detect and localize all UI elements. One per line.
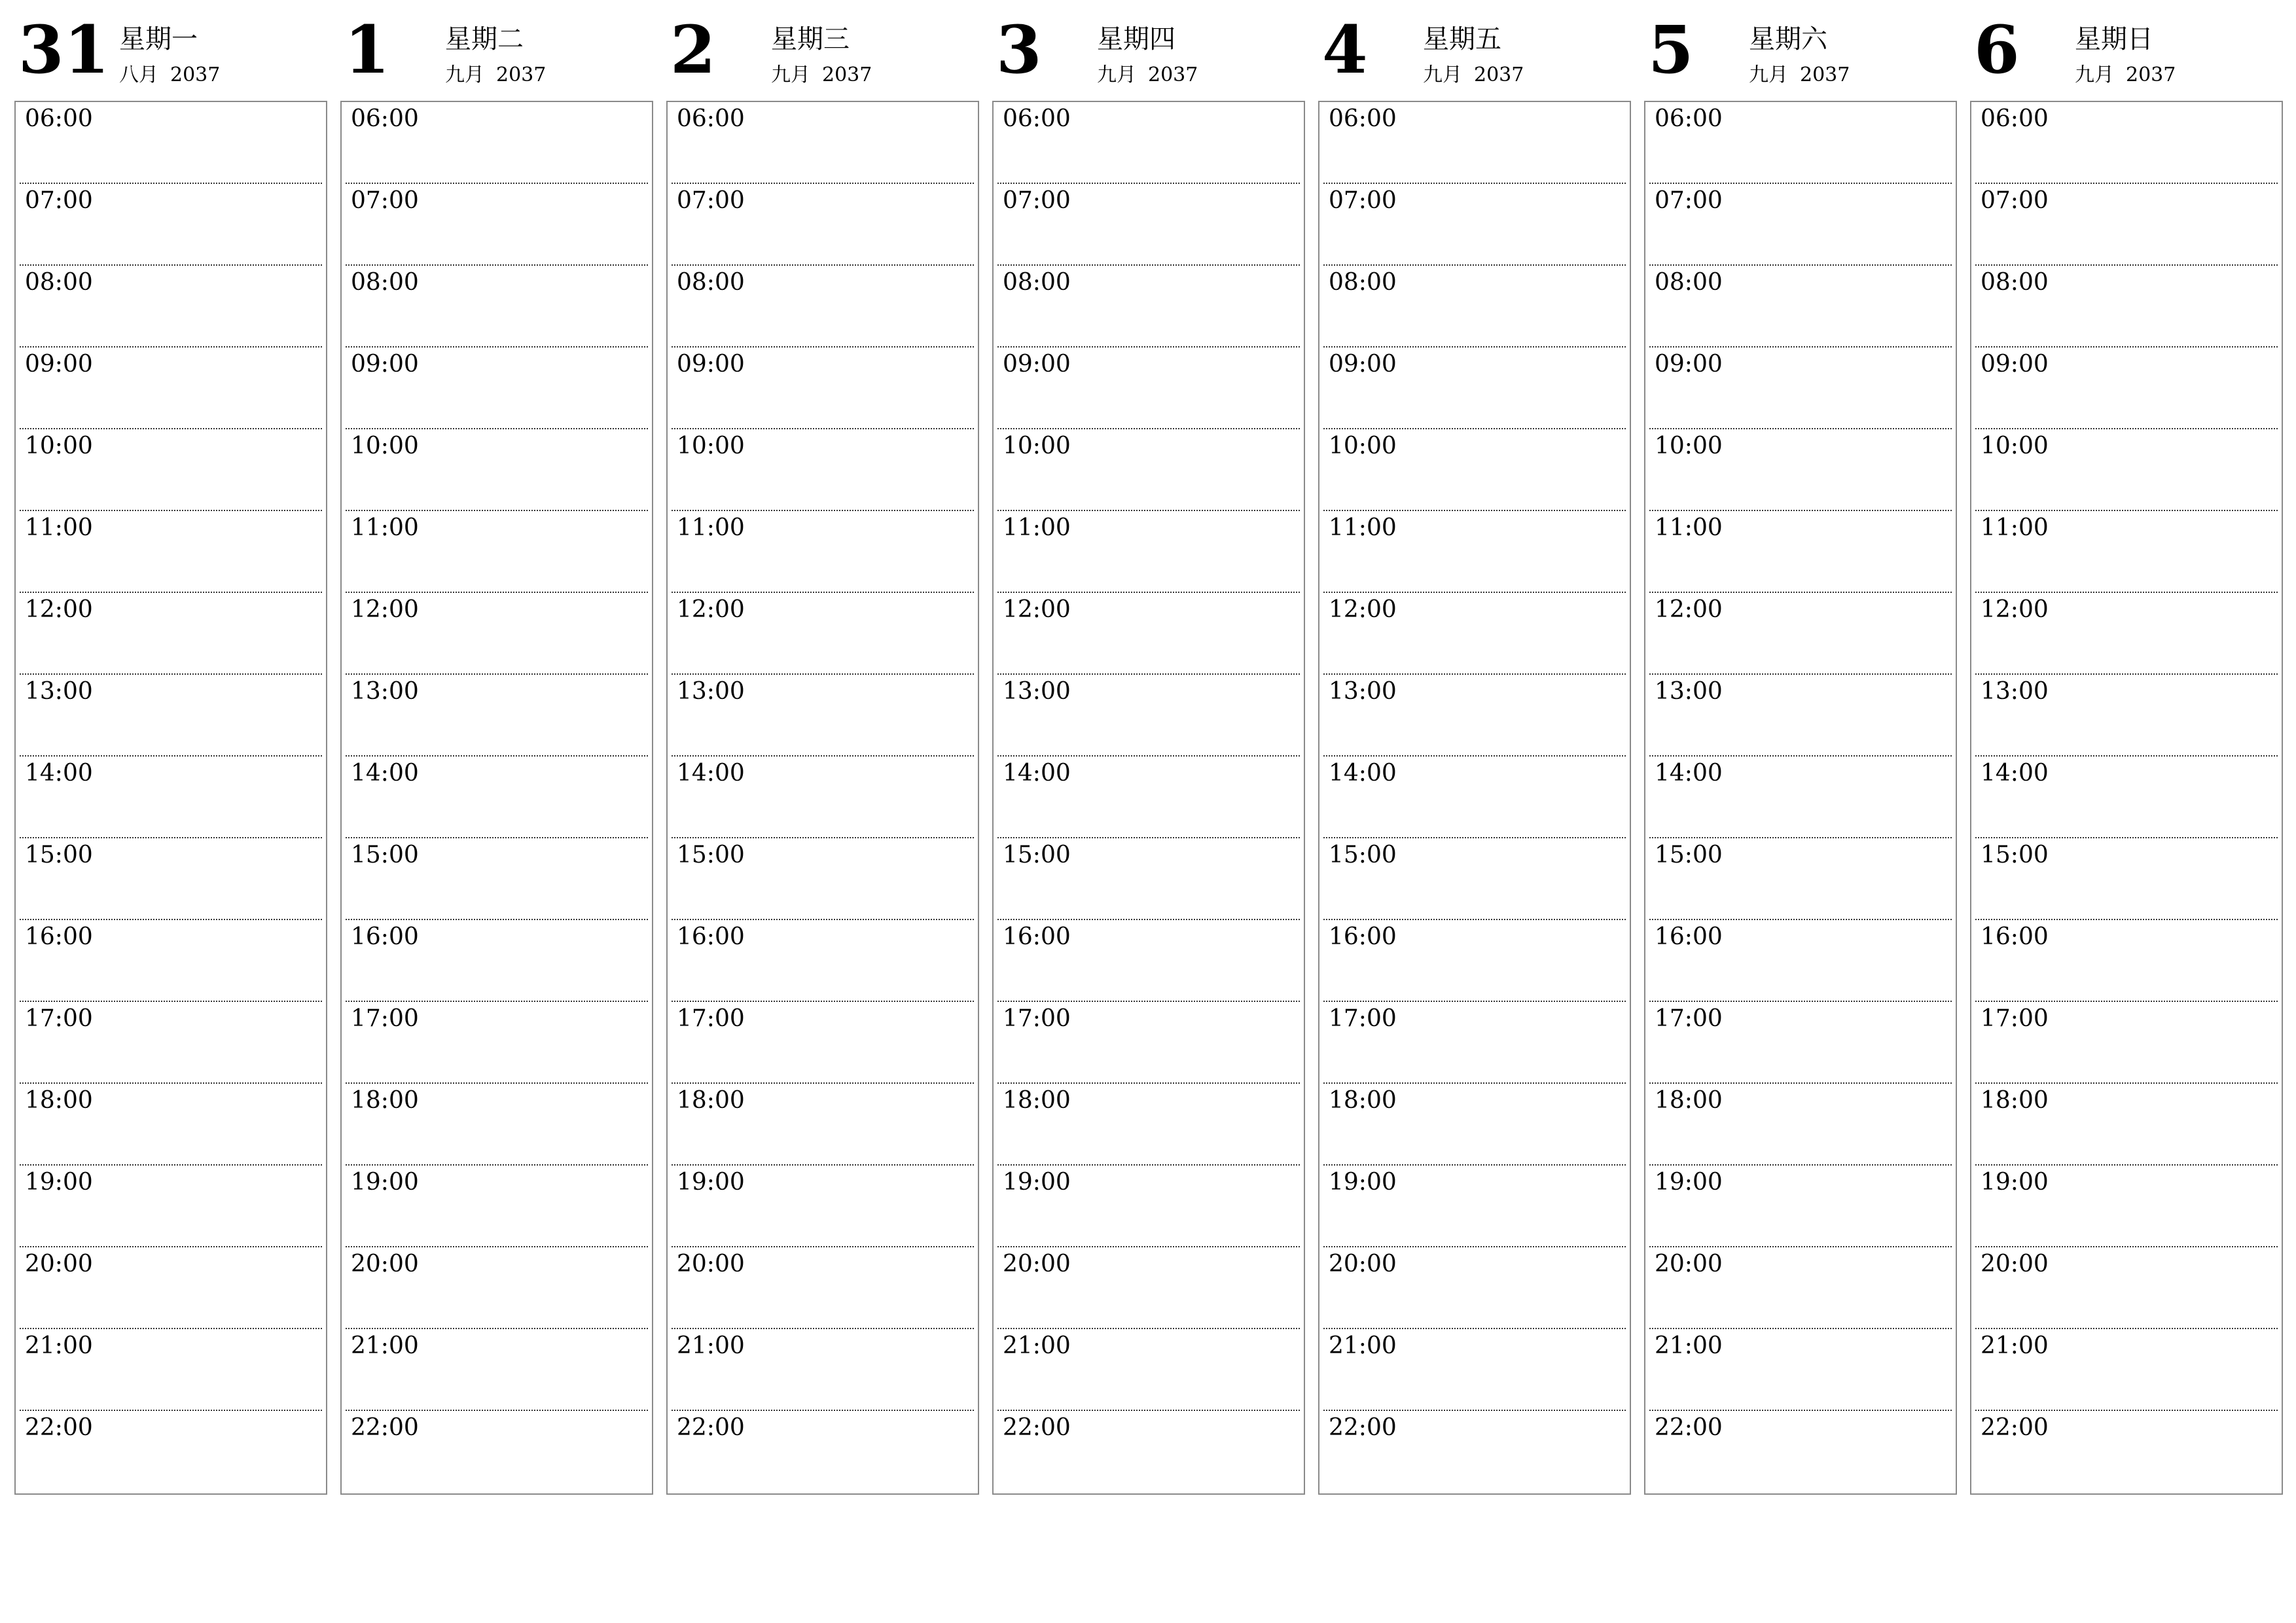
hour-slot[interactable] (672, 757, 974, 838)
hour-label: 07:00 (1329, 187, 1397, 214)
weekday-label: 星期五 (1423, 24, 1501, 54)
hour-label: 11:00 (351, 514, 419, 541)
hour-label: 13:00 (677, 678, 745, 705)
hour-label: 16:00 (677, 923, 745, 950)
hour-slot[interactable] (346, 184, 648, 266)
weekday-label: 星期一 (119, 24, 198, 54)
hour-label: 09:00 (351, 351, 419, 378)
hour-label: 14:00 (351, 760, 419, 787)
hour-slot[interactable] (1649, 1411, 1952, 1493)
hour-slot[interactable] (997, 511, 1300, 593)
hour-label: 08:00 (1003, 269, 1071, 296)
hour-slot[interactable] (997, 838, 1300, 920)
hour-slot[interactable] (997, 348, 1300, 429)
hour-label: 22:00 (1655, 1414, 1723, 1441)
hour-label: 09:00 (1329, 351, 1397, 378)
hour-slot[interactable] (346, 348, 648, 429)
hour-slot[interactable] (346, 266, 648, 348)
hour-slot[interactable] (1975, 593, 2278, 675)
weekday-label: 星期三 (771, 24, 850, 54)
hour-label: 08:00 (677, 269, 745, 296)
hour-label: 20:00 (351, 1251, 419, 1277)
year-label: 2037 (1800, 63, 1850, 86)
hour-label: 18:00 (351, 1087, 419, 1114)
month-label: 九月 (1097, 63, 1136, 86)
hour-label: 14:00 (1981, 760, 2049, 787)
hour-label: 17:00 (1003, 1005, 1071, 1032)
hour-slot[interactable] (672, 1084, 974, 1166)
hour-slot[interactable] (1323, 429, 1626, 511)
hour-slot[interactable] (997, 102, 1300, 184)
hour-label: 10:00 (1655, 433, 1723, 459)
hour-label: 21:00 (351, 1332, 419, 1359)
hour-label: 16:00 (1981, 923, 2049, 950)
year-label: 2037 (1148, 63, 1198, 86)
hour-slot[interactable] (20, 1247, 322, 1329)
hour-label: 19:00 (351, 1169, 419, 1196)
hour-grid (340, 101, 653, 1495)
hour-slot[interactable] (1975, 1084, 2278, 1166)
hour-label: 17:00 (677, 1005, 745, 1032)
hour-slot[interactable] (997, 593, 1300, 675)
hour-label: 21:00 (1003, 1332, 1071, 1359)
hour-slot[interactable] (1323, 1247, 1626, 1329)
hour-label: 06:00 (1981, 105, 2049, 132)
hour-label: 06:00 (1003, 105, 1071, 132)
hour-label: 21:00 (1981, 1332, 2049, 1359)
hour-slot[interactable] (20, 1411, 322, 1493)
hour-label: 17:00 (1981, 1005, 2049, 1032)
weekday-label: 星期六 (1749, 24, 1827, 54)
hour-slot[interactable] (346, 1247, 648, 1329)
hour-slot[interactable] (346, 429, 648, 511)
hour-slot[interactable] (1649, 1329, 1952, 1411)
hour-slot[interactable] (346, 102, 648, 184)
hour-label: 09:00 (1655, 351, 1723, 378)
hour-label: 08:00 (1655, 269, 1723, 296)
year-label: 2037 (822, 63, 872, 86)
hour-slot[interactable] (997, 675, 1300, 757)
hour-label: 14:00 (1655, 760, 1723, 787)
hour-label: 07:00 (1003, 187, 1071, 214)
hour-label: 20:00 (1003, 1251, 1071, 1277)
hour-slot[interactable] (1975, 429, 2278, 511)
hour-slot[interactable] (346, 1329, 648, 1411)
hour-slot[interactable] (346, 757, 648, 838)
hour-slot[interactable] (672, 1002, 974, 1084)
hour-slot[interactable] (1649, 429, 1952, 511)
hour-slot[interactable] (997, 429, 1300, 511)
hour-slot[interactable] (20, 1166, 322, 1247)
hour-slot[interactable] (1323, 593, 1626, 675)
hour-label: 19:00 (677, 1169, 745, 1196)
hour-slot[interactable] (20, 920, 322, 1002)
hour-label: 21:00 (1655, 1332, 1723, 1359)
day-number: 4 (1322, 11, 1368, 88)
hour-slot[interactable] (1975, 102, 2278, 184)
hour-slot[interactable] (346, 838, 648, 920)
hour-slot[interactable] (1649, 838, 1952, 920)
year-label: 2037 (1474, 63, 1524, 86)
hour-label: 12:00 (351, 596, 419, 623)
hour-label: 22:00 (677, 1414, 745, 1441)
hour-slot[interactable] (672, 838, 974, 920)
hour-label: 21:00 (1329, 1332, 1397, 1359)
hour-label: 12:00 (25, 596, 93, 623)
month-year (445, 65, 546, 85)
hour-slot[interactable] (672, 1411, 974, 1493)
month-label: 九月 (1423, 63, 1462, 86)
hour-label: 07:00 (25, 187, 93, 214)
hour-slot[interactable] (20, 1329, 322, 1411)
hour-label: 17:00 (25, 1005, 93, 1032)
hour-label: 10:00 (1329, 433, 1397, 459)
hour-label: 22:00 (25, 1414, 93, 1441)
hour-slot[interactable] (1975, 838, 2278, 920)
month-label: 九月 (2075, 63, 2114, 86)
hour-slot[interactable] (672, 511, 974, 593)
hour-label: 21:00 (677, 1332, 745, 1359)
hour-label: 09:00 (1003, 351, 1071, 378)
hour-label: 18:00 (1329, 1087, 1397, 1114)
hour-label: 15:00 (1655, 842, 1723, 868)
hour-slot[interactable] (672, 1247, 974, 1329)
month-year (1423, 65, 1524, 85)
hour-label: 11:00 (1329, 514, 1397, 541)
hour-slot[interactable] (1649, 348, 1952, 429)
hour-slot[interactable] (1323, 511, 1626, 593)
hour-label: 12:00 (1329, 596, 1397, 623)
hour-label: 10:00 (351, 433, 419, 459)
hour-label: 19:00 (25, 1169, 93, 1196)
hour-slot[interactable] (20, 266, 322, 348)
hour-grid (1318, 101, 1631, 1495)
hour-label: 08:00 (1329, 269, 1397, 296)
hour-label: 14:00 (1003, 760, 1071, 787)
hour-slot[interactable] (1975, 348, 2278, 429)
hour-grid (992, 101, 1305, 1495)
hour-label: 13:00 (25, 678, 93, 705)
hour-slot[interactable] (346, 511, 648, 593)
hour-label: 07:00 (677, 187, 745, 214)
hour-slot[interactable] (1975, 1002, 2278, 1084)
hour-slot[interactable] (1323, 1411, 1626, 1493)
hour-label: 15:00 (25, 842, 93, 868)
hour-slot[interactable] (1323, 1084, 1626, 1166)
hour-slot[interactable] (1649, 1002, 1952, 1084)
hour-slot[interactable] (20, 511, 322, 593)
hour-slot[interactable] (1323, 184, 1626, 266)
month-label: 九月 (1749, 63, 1788, 86)
hour-slot[interactable] (20, 757, 322, 838)
hour-label: 16:00 (1655, 923, 1723, 950)
hour-grid (1644, 101, 1957, 1495)
hour-label: 13:00 (351, 678, 419, 705)
hour-label: 20:00 (1655, 1251, 1723, 1277)
hour-slot[interactable] (1975, 511, 2278, 593)
hour-slot[interactable] (1649, 757, 1952, 838)
hour-label: 12:00 (1981, 596, 2049, 623)
hour-label: 13:00 (1655, 678, 1723, 705)
hour-grid (666, 101, 979, 1495)
hour-label: 16:00 (1329, 923, 1397, 950)
hour-label: 11:00 (1003, 514, 1071, 541)
hour-label: 13:00 (1329, 678, 1397, 705)
day-number: 31 (18, 11, 110, 88)
hour-slot[interactable] (997, 1329, 1300, 1411)
hour-slot[interactable] (672, 348, 974, 429)
hour-slot[interactable] (20, 1084, 322, 1166)
hour-label: 14:00 (25, 760, 93, 787)
weekday-label: 星期四 (1097, 24, 1175, 54)
hour-slot[interactable] (20, 838, 322, 920)
hour-label: 12:00 (1655, 596, 1723, 623)
hour-slot[interactable] (20, 184, 322, 266)
hour-label: 18:00 (25, 1087, 93, 1114)
hour-slot[interactable] (997, 266, 1300, 348)
month-label: 九月 (445, 63, 484, 86)
hour-label: 21:00 (25, 1332, 93, 1359)
hour-slot[interactable] (1975, 184, 2278, 266)
hour-slot[interactable] (1649, 1166, 1952, 1247)
hour-label: 20:00 (25, 1251, 93, 1277)
month-year (771, 65, 872, 85)
hour-label: 20:00 (677, 1251, 745, 1277)
hour-label: 19:00 (1981, 1169, 2049, 1196)
hour-slot[interactable] (346, 675, 648, 757)
hour-label: 09:00 (1981, 351, 2049, 378)
hour-label: 10:00 (677, 433, 745, 459)
hour-label: 19:00 (1003, 1169, 1071, 1196)
hour-slot[interactable] (672, 593, 974, 675)
month-year (1097, 65, 1198, 85)
hour-slot[interactable] (346, 1084, 648, 1166)
weekday-label: 星期二 (445, 24, 524, 54)
hour-slot[interactable] (672, 920, 974, 1002)
hour-slot[interactable] (346, 593, 648, 675)
hour-slot[interactable] (1323, 1166, 1626, 1247)
hour-label: 22:00 (1329, 1414, 1397, 1441)
hour-slot[interactable] (997, 1002, 1300, 1084)
hour-grid (1970, 101, 2283, 1495)
hour-label: 18:00 (1655, 1087, 1723, 1114)
hour-label: 17:00 (1329, 1005, 1397, 1032)
hour-label: 19:00 (1329, 1169, 1397, 1196)
hour-slot[interactable] (997, 920, 1300, 1002)
hour-slot[interactable] (1323, 1002, 1626, 1084)
month-label: 八月 (119, 63, 158, 86)
hour-slot[interactable] (1975, 1411, 2278, 1493)
day-number: 3 (996, 11, 1042, 88)
hour-slot[interactable] (1649, 266, 1952, 348)
hour-label: 07:00 (1655, 187, 1723, 214)
day-number: 6 (1974, 11, 2020, 88)
day-number: 1 (344, 11, 390, 88)
hour-label: 07:00 (351, 187, 419, 214)
hour-grid (14, 101, 327, 1495)
day-number: 5 (1648, 11, 1694, 88)
hour-slot[interactable] (997, 1166, 1300, 1247)
hour-label: 12:00 (677, 596, 745, 623)
year-label: 2037 (2126, 63, 2176, 86)
hour-label: 10:00 (25, 433, 93, 459)
hour-label: 15:00 (1003, 842, 1071, 868)
hour-label: 06:00 (351, 105, 419, 132)
hour-label: 07:00 (1981, 187, 2049, 214)
hour-label: 18:00 (1981, 1087, 2049, 1114)
hour-label: 06:00 (1329, 105, 1397, 132)
hour-slot[interactable] (672, 675, 974, 757)
hour-label: 16:00 (1003, 923, 1071, 950)
month-year (1749, 65, 1850, 85)
hour-slot[interactable] (997, 1247, 1300, 1329)
hour-slot[interactable] (1975, 1329, 2278, 1411)
hour-label: 19:00 (1655, 1169, 1723, 1196)
hour-slot[interactable] (1649, 1247, 1952, 1329)
hour-label: 10:00 (1003, 433, 1071, 459)
hour-slot[interactable] (1649, 920, 1952, 1002)
hour-label: 22:00 (1981, 1414, 2049, 1441)
hour-label: 20:00 (1329, 1251, 1397, 1277)
hour-slot[interactable] (672, 429, 974, 511)
hour-slot[interactable] (20, 593, 322, 675)
hour-slot[interactable] (1975, 757, 2278, 838)
hour-slot[interactable] (1649, 184, 1952, 266)
hour-slot[interactable] (997, 757, 1300, 838)
hour-slot[interactable] (672, 1166, 974, 1247)
hour-slot[interactable] (20, 102, 322, 184)
hour-slot[interactable] (672, 1329, 974, 1411)
hour-label: 13:00 (1003, 678, 1071, 705)
hour-label: 12:00 (1003, 596, 1071, 623)
hour-slot[interactable] (672, 266, 974, 348)
hour-slot[interactable] (20, 348, 322, 429)
hour-label: 13:00 (1981, 678, 2049, 705)
hour-label: 18:00 (1003, 1087, 1071, 1114)
day-number: 2 (670, 11, 716, 88)
hour-label: 10:00 (1981, 433, 2049, 459)
hour-label: 16:00 (351, 923, 419, 950)
hour-slot[interactable] (1975, 1247, 2278, 1329)
hour-label: 09:00 (677, 351, 745, 378)
hour-label: 15:00 (1329, 842, 1397, 868)
hour-slot[interactable] (1649, 593, 1952, 675)
hour-slot[interactable] (346, 1002, 648, 1084)
hour-slot[interactable] (1975, 920, 2278, 1002)
hour-label: 15:00 (677, 842, 745, 868)
hour-slot[interactable] (346, 1166, 648, 1247)
hour-slot[interactable] (997, 184, 1300, 266)
hour-slot[interactable] (1975, 266, 2278, 348)
hour-slot[interactable] (1975, 1166, 2278, 1247)
hour-label: 09:00 (25, 351, 93, 378)
hour-slot[interactable] (1649, 102, 1952, 184)
hour-label: 06:00 (677, 105, 745, 132)
year-label: 2037 (170, 63, 221, 86)
hour-label: 17:00 (351, 1005, 419, 1032)
hour-slot[interactable] (1649, 675, 1952, 757)
hour-label: 20:00 (1981, 1251, 2049, 1277)
hour-slot[interactable] (1323, 348, 1626, 429)
hour-label: 06:00 (1655, 105, 1723, 132)
hour-slot[interactable] (1323, 266, 1626, 348)
month-year (119, 65, 220, 85)
hour-label: 06:00 (25, 105, 93, 132)
hour-slot[interactable] (1649, 511, 1952, 593)
hour-label: 08:00 (351, 269, 419, 296)
hour-slot[interactable] (1649, 1084, 1952, 1166)
hour-label: 11:00 (25, 514, 93, 541)
hour-slot[interactable] (1323, 920, 1626, 1002)
hour-slot[interactable] (1323, 838, 1626, 920)
hour-label: 16:00 (25, 923, 93, 950)
hour-slot[interactable] (672, 184, 974, 266)
month-year (2075, 65, 2176, 85)
year-label: 2037 (496, 63, 547, 86)
hour-slot[interactable] (672, 102, 974, 184)
hour-slot[interactable] (1323, 1329, 1626, 1411)
hour-slot[interactable] (997, 1084, 1300, 1166)
hour-label: 14:00 (677, 760, 745, 787)
month-label: 九月 (771, 63, 810, 86)
weekday-label: 星期日 (2075, 24, 2153, 54)
hour-label: 15:00 (1981, 842, 2049, 868)
hour-label: 22:00 (1003, 1414, 1071, 1441)
hour-slot[interactable] (346, 920, 648, 1002)
hour-slot[interactable] (20, 1002, 322, 1084)
hour-slot[interactable] (1323, 675, 1626, 757)
hour-slot[interactable] (346, 1411, 648, 1493)
hour-label: 14:00 (1329, 760, 1397, 787)
hour-label: 11:00 (1981, 514, 2049, 541)
hour-label: 17:00 (1655, 1005, 1723, 1032)
hour-slot[interactable] (20, 675, 322, 757)
hour-label: 18:00 (677, 1087, 745, 1114)
hour-label: 11:00 (677, 514, 745, 541)
hour-slot[interactable] (1975, 675, 2278, 757)
hour-label: 22:00 (351, 1414, 419, 1441)
hour-slot[interactable] (997, 1411, 1300, 1493)
hour-label: 11:00 (1655, 514, 1723, 541)
hour-label: 15:00 (351, 842, 419, 868)
hour-slot[interactable] (1323, 102, 1626, 184)
hour-label: 08:00 (25, 269, 93, 296)
hour-slot[interactable] (1323, 757, 1626, 838)
hour-label: 08:00 (1981, 269, 2049, 296)
hour-slot[interactable] (20, 429, 322, 511)
